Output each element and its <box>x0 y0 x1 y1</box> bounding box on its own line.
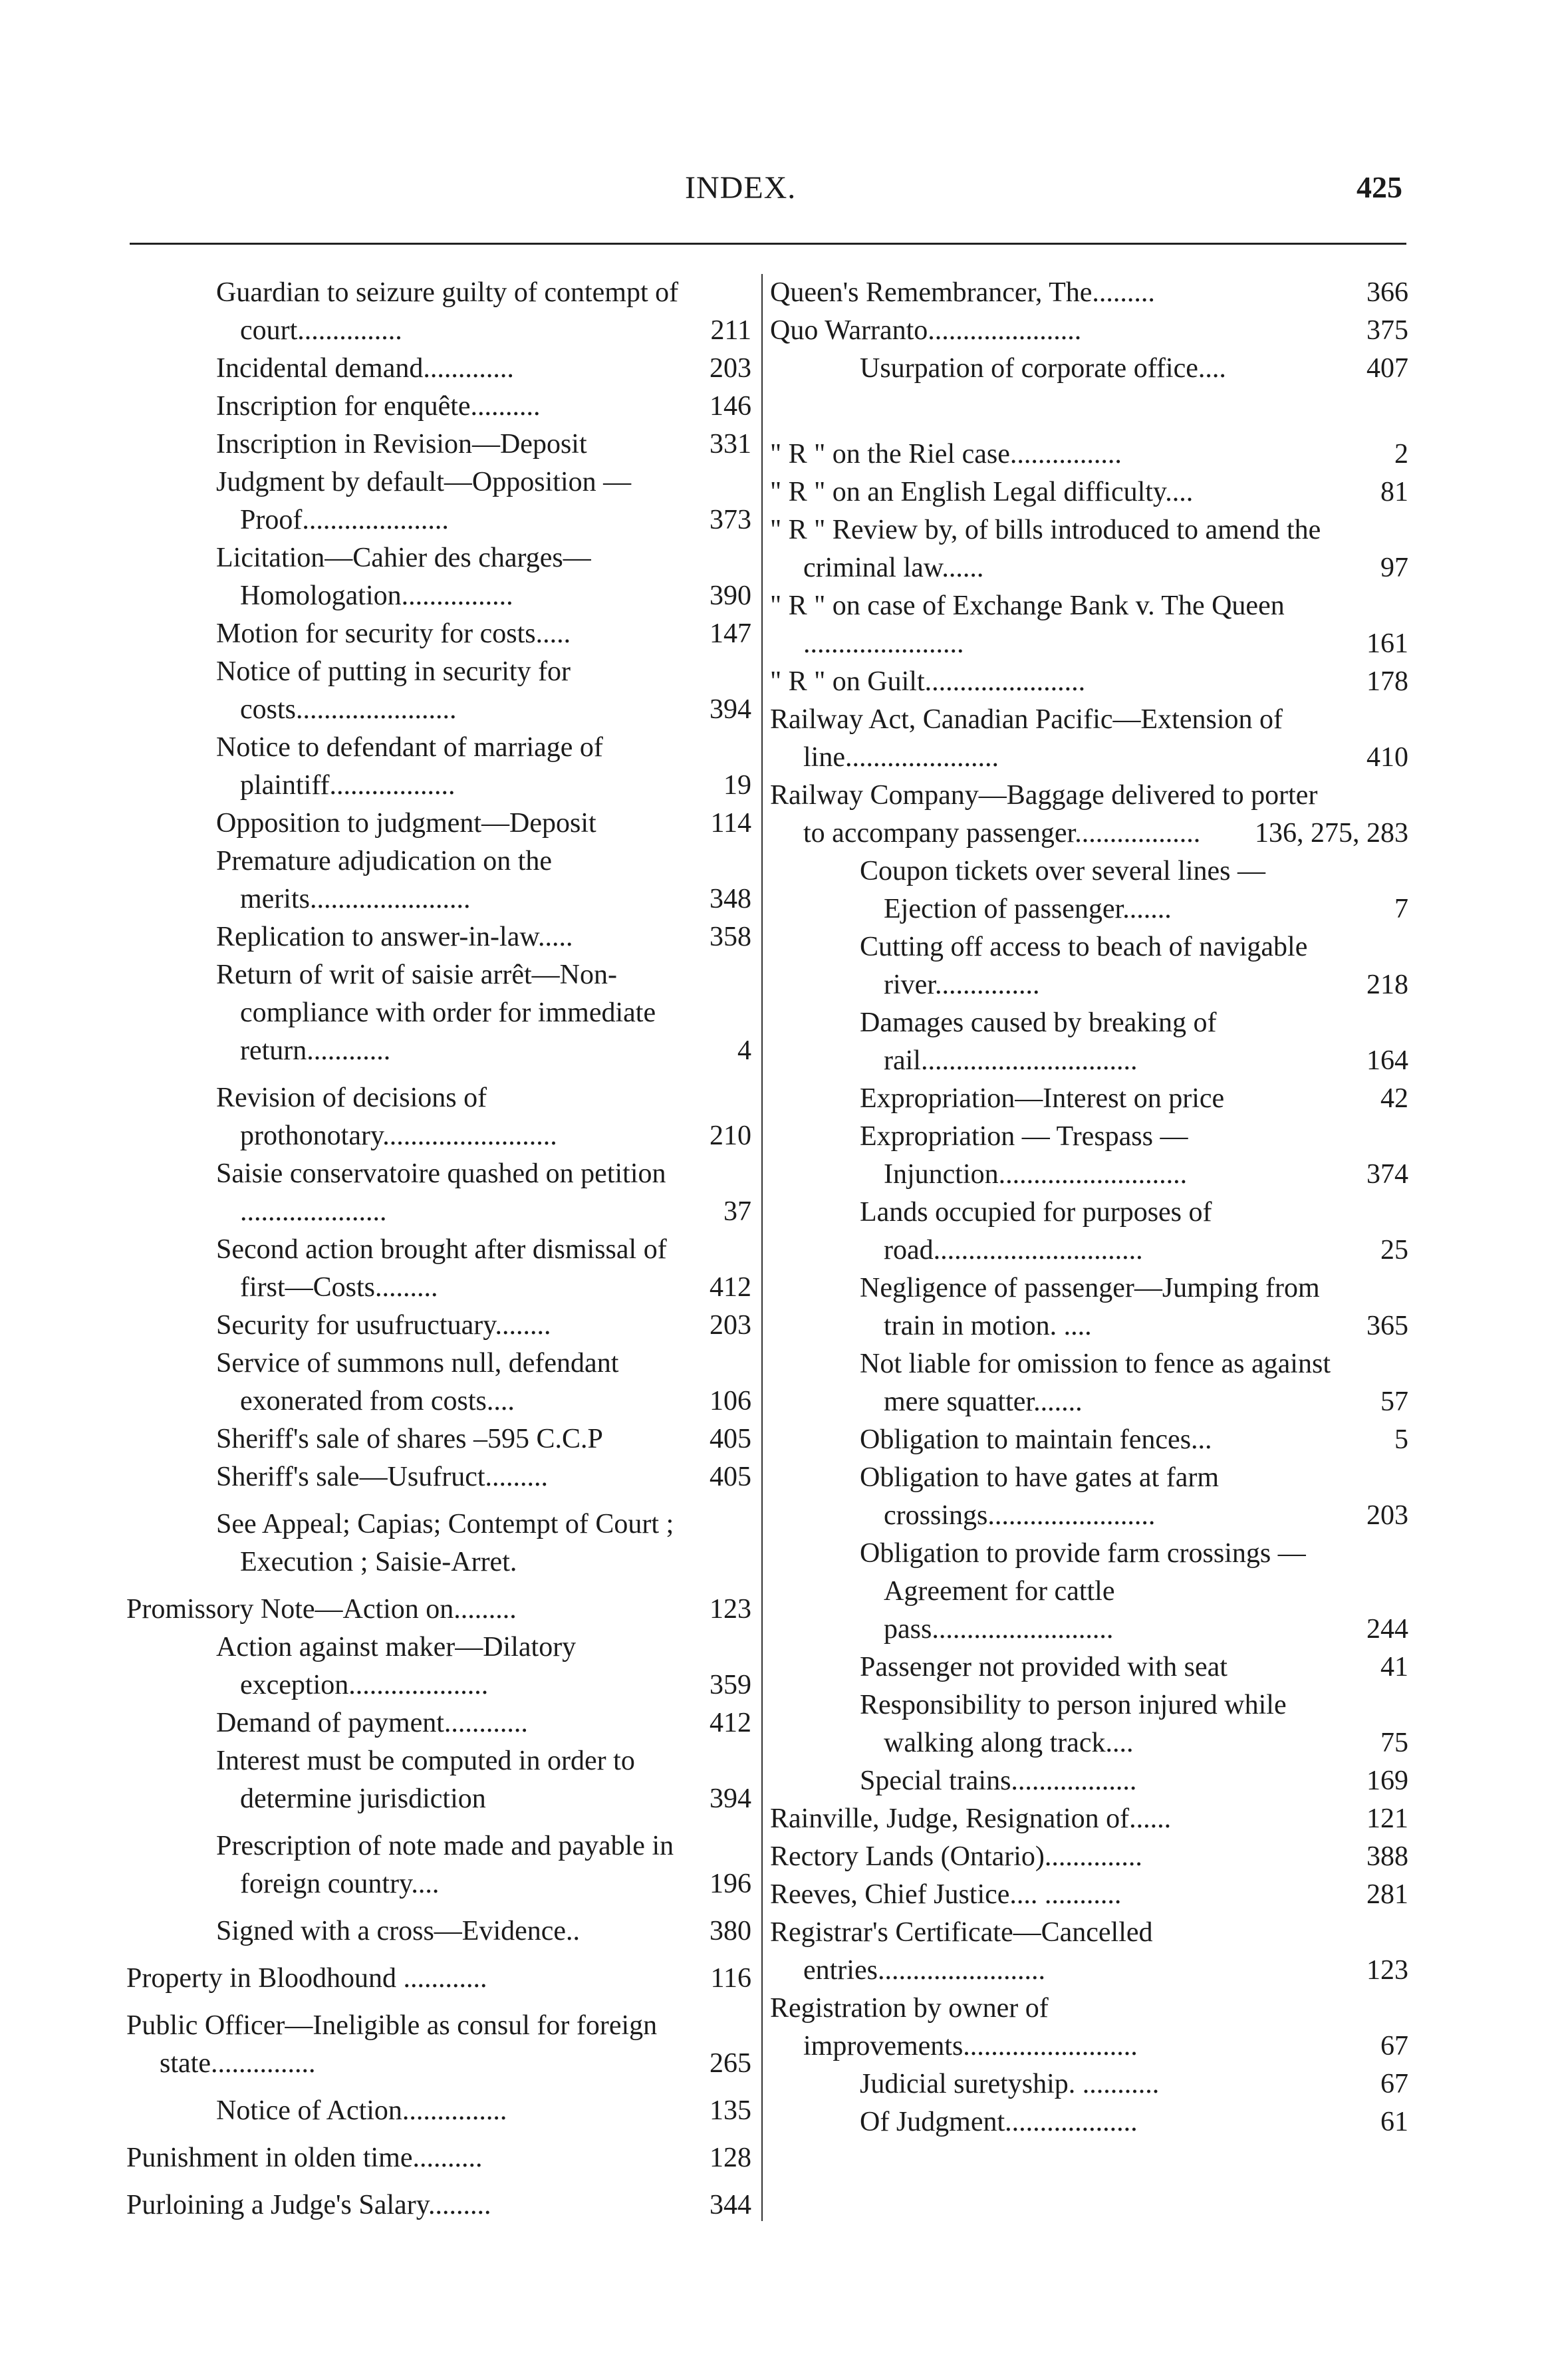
index-entry-text: Obligation to have gates at farm crossings........................ <box>860 1462 1219 1531</box>
index-entry <box>860 1459 1408 1535</box>
index-entry-page: 136, 275, 283 <box>1255 818 1408 849</box>
index-entry-text: " R " on the Riel case................ <box>770 439 1122 469</box>
index-entry-text: Obligation to maintain fences... <box>860 1424 1212 1455</box>
index-entry-page: 359 <box>710 1670 751 1700</box>
index-entry <box>216 1742 751 1818</box>
index-entry <box>216 1231 751 1307</box>
index-entry <box>770 436 1408 473</box>
index-entry <box>860 1686 1408 1762</box>
index-entry-page: 25 <box>1380 1235 1408 1265</box>
column-divider <box>761 274 763 2221</box>
index-entry <box>126 2139 751 2177</box>
index-entry-page: 146 <box>710 391 751 422</box>
index-entry-text: " R " on case of Exchange Bank v. The Queen ....................... <box>770 591 1285 659</box>
index-entry-page: 412 <box>710 1708 751 1738</box>
index-entry-text: Second action brought after dismissal of first—Costs......... <box>216 1234 667 1303</box>
index-entry-text: Action against maker—Dilatory exception.................... <box>216 1632 577 1700</box>
index-entry <box>770 473 1408 511</box>
index-entry-page: 7 <box>1394 894 1408 924</box>
index-entry <box>216 1079 751 1155</box>
index-entry-text: Of Judgment................... <box>860 2107 1138 2137</box>
index-entry-page: 218 <box>1366 970 1408 1000</box>
index-entry-page: 123 <box>1366 1955 1408 1986</box>
index-entry-text: Public Officer—Ineligible as consul for foreign state............... <box>126 2010 658 2079</box>
index-entry-text: Notice of Action............... <box>216 2095 507 2126</box>
index-entry <box>860 1118 1408 1194</box>
page-title: INDEX. <box>685 170 797 205</box>
index-entry <box>126 2007 751 2083</box>
index-entry-text: Expropriation—Interest on price <box>860 1083 1225 1114</box>
index-entry <box>770 1990 1408 2065</box>
index-entry-text: Railway Company—Baggage delivered to porter to accompany passenger.................. <box>770 780 1318 849</box>
index-entry-text: Promissory Note—Action on......... <box>126 1594 517 1625</box>
index-entry-page: 358 <box>710 922 751 952</box>
index-entry-page: 412 <box>710 1272 751 1303</box>
index-entry <box>770 701 1408 777</box>
index-entry-page: 388 <box>1366 1841 1408 1872</box>
index-entry-page: 135 <box>710 2095 751 2126</box>
index-column-left <box>126 274 751 2224</box>
index-entry-page: 196 <box>710 1869 751 1899</box>
index-entry-text: Judicial suretyship. ........... <box>860 2069 1160 2099</box>
index-entry <box>216 2092 751 2130</box>
index-entry-page: 41 <box>1380 1652 1408 1682</box>
index-entry-text: " R " on an English Legal difficulty.... <box>770 477 1194 507</box>
index-entry <box>216 918 751 956</box>
index-entry-text: Inscription in Revision—Deposit <box>216 429 587 460</box>
index-entry-page: 123 <box>710 1594 751 1625</box>
index-entry-text: Reeves, Chief Justice.... ........... <box>770 1879 1122 1910</box>
index-entry <box>126 2186 751 2224</box>
index-entry-page: 407 <box>1366 353 1408 384</box>
index-entry <box>216 388 751 426</box>
index-entry-page: 2 <box>1394 439 1408 469</box>
index-entry <box>770 1876 1408 1914</box>
index-entry-page: 116 <box>710 1963 751 1994</box>
index-entry-page: 203 <box>1366 1500 1408 1531</box>
index-entry-page: 178 <box>1366 666 1408 697</box>
index-entry-page: 42 <box>1380 1083 1408 1114</box>
index-entry-text: Purloining a Judge's Salary......... <box>126 2190 491 2220</box>
index-entry-text: Special trains.................. <box>860 1766 1137 1796</box>
index-entry-text: Obligation to provide farm crossings — Agreement for cattle pass.......................... <box>860 1538 1306 1645</box>
index-entry <box>770 1800 1408 1838</box>
index-entry-text: Passenger not provided with seat <box>860 1652 1228 1682</box>
index-entry-text: Coupon tickets over several lines —Ejection of passenger....... <box>860 856 1266 924</box>
index-entry <box>216 1913 751 1950</box>
page-header <box>0 170 1552 223</box>
index-entry-page: 37 <box>723 1196 751 1227</box>
index-entry-page: 281 <box>1366 1879 1408 1910</box>
index-entry-text: Return of writ of saisie arrêt—Non-compliance with order for immediate return............ <box>216 960 656 1066</box>
index-entry <box>860 1535 1408 1649</box>
index-entry <box>860 2103 1408 2141</box>
index-entry <box>860 350 1408 388</box>
index-entry <box>770 1838 1408 1876</box>
index-entry-text: Rectory Lands (Ontario).............. <box>770 1841 1142 1872</box>
index-entry-text: Registration by owner of improvements......................... <box>770 1993 1138 2061</box>
index-entry <box>216 539 751 615</box>
index-entry-text: Responsibility to person injured while walking along track.... <box>860 1690 1287 1758</box>
index-entry-text: Signed with a cross—Evidence.. <box>216 1916 581 1946</box>
index-entry <box>216 426 751 463</box>
index-entry <box>216 1458 751 1496</box>
index-entry-page: 169 <box>1366 1766 1408 1796</box>
index-entry <box>770 777 1408 853</box>
index-entry-text: Damages caused by breaking of rail............................... <box>860 1007 1217 1076</box>
index-entry-text: Security for usufructuary........ <box>216 1310 551 1341</box>
index-entry-text: Railway Act, Canadian Pacific—Extension of line...................... <box>770 704 1283 773</box>
index-entry <box>860 1080 1408 1118</box>
index-entry-page: 147 <box>710 618 751 649</box>
index-entry-page: 75 <box>1380 1728 1408 1758</box>
index-entry-text: Motion for security for costs..... <box>216 618 571 649</box>
index-entry <box>126 1960 751 1998</box>
index-entry-page: 394 <box>710 694 751 725</box>
index-entry-text: Not liable for omission to fence as against mere squatter....... <box>860 1349 1331 1417</box>
index-entry-page: 4 <box>737 1035 751 1066</box>
index-entry <box>216 350 751 388</box>
index-entry <box>860 1421 1408 1459</box>
index-entry <box>860 1194 1408 1269</box>
index-entry-page: 67 <box>1380 2031 1408 2061</box>
index-entry-page: 203 <box>710 1310 751 1341</box>
index-entry <box>216 615 751 653</box>
index-entry <box>860 1004 1408 1080</box>
index-entry <box>770 312 1408 350</box>
index-entry-text: Negligence of passenger—Jumping from train in motion. .... <box>860 1273 1320 1341</box>
index-entry-text: Registrar's Certificate—Cancelled entries........................ <box>770 1917 1153 1986</box>
index-entry-text: Expropriation — Trespass — Injunction........................... <box>860 1121 1188 1190</box>
index-entry <box>216 1345 751 1420</box>
index-entry <box>216 463 751 539</box>
index-entry-page: 61 <box>1380 2107 1408 2137</box>
index-entry-text: Usurpation of corporate office.... <box>860 353 1226 384</box>
index-entry-page: 114 <box>710 808 751 839</box>
index-entry-page: 5 <box>1394 1424 1408 1455</box>
page-number: 425 <box>1357 170 1402 204</box>
index-entry-text: See Appeal; Capias; Contempt of Court ; Execution ; Saisie-Arret. <box>216 1509 674 1577</box>
index-entry-text: Sheriff's sale of shares –595 C.C.P <box>216 1424 603 1454</box>
index-entry <box>860 2065 1408 2103</box>
index-entry <box>860 853 1408 928</box>
index-entry-text: Notice to defendant of marriage of plaintiff.................. <box>216 732 603 801</box>
index-entry-text: Demand of payment............ <box>216 1708 528 1738</box>
index-entry-text: Incidental demand............. <box>216 353 514 384</box>
index-entry-page: 203 <box>710 353 751 384</box>
index-entry <box>216 653 751 729</box>
index-entry <box>216 1827 751 1903</box>
index-entry <box>216 1506 751 1581</box>
index-entry-text: Interest must be computed in order to determine jurisdiction <box>216 1746 635 1814</box>
index-entry <box>860 1649 1408 1686</box>
index-entry-text: Cutting off access to beach of navigable river............... <box>860 932 1308 1000</box>
index-entry-page: 67 <box>1380 2069 1408 2099</box>
index-entry <box>216 843 751 918</box>
index-entry-text: Revision of decisions of prothonotary......................... <box>216 1083 557 1151</box>
index-entry-page: 244 <box>1366 1614 1408 1645</box>
index-entry-text: Rainville, Judge, Resignation of...... <box>770 1803 1172 1834</box>
index-entry-page: 19 <box>723 770 751 801</box>
index-entry <box>860 1762 1408 1800</box>
index-entry-text: Quo Warranto...................... <box>770 315 1082 346</box>
index-entry <box>770 663 1408 701</box>
index-entry <box>770 1914 1408 1990</box>
index-entry-page: 81 <box>1380 477 1408 507</box>
index-entry-text: Guardian to seizure guilty of contempt of court............... <box>216 277 679 346</box>
index-entry-text: Prescription of note made and payable in foreign country.... <box>216 1831 674 1899</box>
index-entry <box>770 587 1408 663</box>
index-entry-text: Queen's Remembrancer, The......... <box>770 277 1155 308</box>
index-entry-page: 265 <box>710 2048 751 2079</box>
index-entry-text: Saisie conservatoire quashed on petition ..................... <box>216 1158 666 1227</box>
index-entry <box>770 274 1408 312</box>
index-entry-text: " R " Review by, of bills introduced to amend the criminal law...... <box>770 515 1321 583</box>
index-entry-page: 121 <box>1366 1803 1408 1834</box>
index-entry-text: Opposition to judgment—Deposit <box>216 808 596 839</box>
index-entry <box>216 1155 751 1231</box>
index-entry-page: 380 <box>710 1916 751 1946</box>
index-entry <box>770 511 1408 587</box>
index-entry <box>860 1345 1408 1421</box>
index-entry <box>126 1591 751 1629</box>
index-entry-page: 344 <box>710 2190 751 2220</box>
index-entry <box>860 1269 1408 1345</box>
header-rule <box>130 243 1406 245</box>
index-entry-page: 348 <box>710 884 751 914</box>
index-entry <box>860 928 1408 1004</box>
index-entry-text: Sheriff's sale—Usufruct......... <box>216 1462 549 1492</box>
index-entry-text: Notice of putting in security for costs....................... <box>216 656 571 725</box>
index-entry <box>216 1629 751 1704</box>
index-entry <box>216 956 751 1070</box>
index-entry-page: 373 <box>710 505 751 535</box>
index-entry-page: 164 <box>1366 1045 1408 1076</box>
index-entry-page: 410 <box>1366 742 1408 773</box>
index-entry-text: " R " on Guilt....................... <box>770 666 1086 697</box>
index-entry-text: Lands occupied for purposes of road.............................. <box>860 1197 1212 1265</box>
index-entry-text: Licitation—Cahier des charges—Homologation................ <box>216 543 591 611</box>
index-entry-text: Replication to answer-in-law..... <box>216 922 573 952</box>
index-entry <box>216 729 751 805</box>
index-entry <box>216 805 751 843</box>
index-entry-page: 161 <box>1366 628 1408 659</box>
index-entry-page: 365 <box>1366 1311 1408 1341</box>
index-entry-text: Premature adjudication on the merits....................... <box>216 846 553 914</box>
index-entry-text: Inscription for enquête.......... <box>216 391 541 422</box>
index-entry <box>216 1307 751 1345</box>
index-entry-page: 331 <box>710 429 751 460</box>
index-entry-page: 366 <box>1366 277 1408 308</box>
index-entry <box>216 1704 751 1742</box>
index-entry-page: 57 <box>1380 1387 1408 1417</box>
index-entry-text: Property in Bloodhound ............ <box>126 1963 487 1994</box>
index-entry <box>216 274 751 350</box>
index-entry-page: 128 <box>710 2143 751 2173</box>
index-entry-page: 374 <box>1366 1159 1408 1190</box>
index-entry-text: Judgment by default—Opposition —Proof..................... <box>216 467 632 535</box>
index-entry-page: 211 <box>710 315 751 346</box>
index-entry-page: 106 <box>710 1386 751 1416</box>
index-entry-text: Service of summons null, defendant exonerated from costs.... <box>216 1348 619 1416</box>
index-entry-page: 375 <box>1366 315 1408 346</box>
index-entry-page: 394 <box>710 1784 751 1814</box>
index-entry-text: Punishment in olden time.......... <box>126 2143 483 2173</box>
index-entry-page: 405 <box>710 1462 751 1492</box>
index-entry-page: 210 <box>710 1121 751 1151</box>
index-entry-page: 97 <box>1380 553 1408 583</box>
index-column-right <box>770 274 1408 2141</box>
index-entry-page: 405 <box>710 1424 751 1454</box>
index-entry-page: 390 <box>710 581 751 611</box>
index-entry <box>216 1420 751 1458</box>
